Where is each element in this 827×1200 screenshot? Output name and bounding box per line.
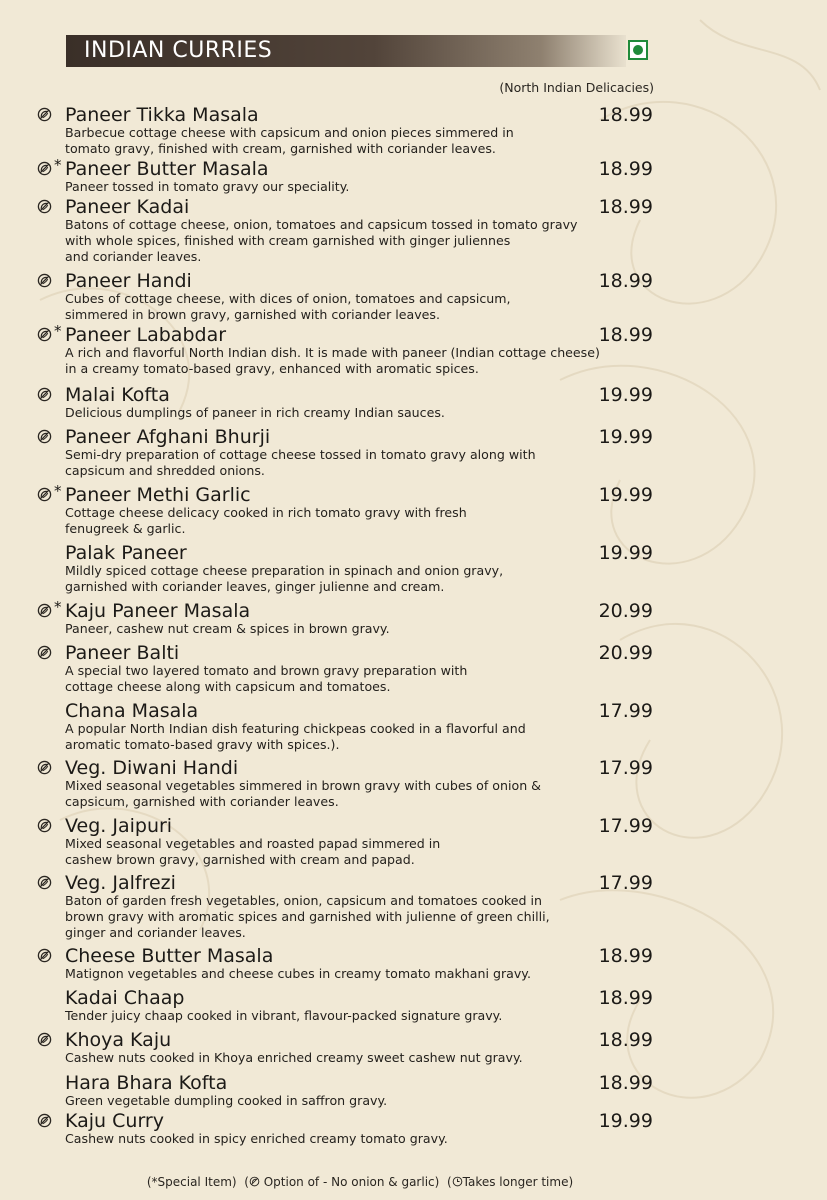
- description-line: A special two layered tomato and brown gravy preparation with: [65, 663, 468, 678]
- menu-item-description: [65, 217, 655, 265]
- description-line: A popular North Indian dish featuring chickpeas cooked in a flavorful and: [65, 721, 526, 736]
- description-line: A rich and flavorful North Indian dish. It is made with paneer (Indian cottage cheese): [65, 345, 600, 360]
- no-onion-garlic-icon: [37, 107, 52, 122]
- menu-item-name: Khoya Kaju: [65, 1029, 172, 1051]
- description-line: Baton of garden fresh vegetables, onion, capsicum and tomatoes cooked in: [65, 893, 542, 908]
- menu-item-name: Hara Bhara Kofta: [65, 1072, 228, 1094]
- menu-item-price: 17.99: [598, 757, 653, 779]
- description-line: brown gravy with aromatic spices and garnished with julienne of green chilli,: [65, 909, 550, 924]
- description-line: Barbecue cottage cheese with capsicum and onion pieces simmered in: [65, 125, 514, 140]
- menu-item-description: [65, 125, 655, 157]
- menu-item-name: Paneer Lababdar: [65, 324, 227, 346]
- menu-item-description: [65, 966, 655, 982]
- menu-item-price: 18.99: [598, 196, 653, 218]
- menu-item-description: [65, 893, 655, 941]
- menu-item-price: 18.99: [598, 945, 653, 967]
- legend-no-onion: ( Option of - No onion & garlic): [244, 1175, 440, 1189]
- clock-icon: [452, 1176, 463, 1187]
- menu-item-price: 18.99: [598, 987, 653, 1009]
- no-onion-garlic-icon: [37, 1113, 52, 1128]
- no-onion-garlic-icon: [37, 603, 52, 618]
- description-line: Mixed seasonal vegetables and roasted papad simmered in: [65, 836, 441, 851]
- description-line: Matignon vegetables and cheese cubes in creamy tomato makhani gravy.: [65, 966, 531, 981]
- menu-item-description: [65, 505, 655, 537]
- menu-item-price: 17.99: [598, 872, 653, 894]
- menu-item-price: 17.99: [598, 815, 653, 837]
- menu-item-description: [65, 1008, 655, 1024]
- menu-item-price: 20.99: [598, 600, 653, 622]
- menu-item-price: 18.99: [598, 324, 653, 346]
- description-line: capsicum and shredded onions.: [65, 463, 265, 478]
- legend-special: (*Special Item): [146, 1175, 237, 1189]
- no-onion-garlic-icon: [37, 818, 52, 833]
- menu-item-name: Kadai Chaap: [65, 987, 185, 1009]
- no-onion-garlic-icon: [37, 327, 52, 342]
- description-line: Batons of cottage cheese, onion, tomatoes and capsicum tossed in tomato gravy: [65, 217, 578, 232]
- menu-item-price: 19.99: [598, 426, 653, 448]
- menu-item-name: Veg. Jaipuri: [65, 815, 173, 837]
- menu-item-price: 18.99: [598, 1029, 653, 1051]
- description-line: Tender juicy chaap cooked in vibrant, flavour-packed signature gravy.: [65, 1008, 503, 1023]
- menu-item-description: [65, 1093, 655, 1109]
- menu-item-name: Malai Kofta: [65, 384, 170, 406]
- legend-longer-time: ( Takes longer time): [446, 1175, 574, 1189]
- description-line: tomato gravy, finished with cream, garnished with coriander leaves.: [65, 141, 496, 156]
- description-line: Cubes of cottage cheese, with dices of onion, tomatoes and capsicum,: [65, 291, 511, 306]
- menu-item-name: Paneer Balti: [65, 642, 180, 664]
- menu-item-description: [65, 405, 655, 421]
- description-line: simmered in brown gravy, garnished with coriander leaves.: [65, 307, 440, 322]
- special-star-icon: *: [54, 322, 62, 340]
- description-line: cashew brown gravy, garnished with cream and papad.: [65, 852, 415, 867]
- description-line: Cottage cheese delicacy cooked in rich tomato gravy with fresh: [65, 505, 467, 520]
- no-onion-garlic-icon: [37, 760, 52, 775]
- description-line: garnished with coriander leaves, ginger julienne and cream.: [65, 579, 445, 594]
- menu-item-price: 19.99: [598, 484, 653, 506]
- menu-item-name: Paneer Butter Masala: [65, 158, 269, 180]
- description-line: ginger and coriander leaves.: [65, 925, 246, 940]
- menu-item-description: [65, 1131, 655, 1147]
- menu-item-price: 18.99: [598, 270, 653, 292]
- no-onion-garlic-icon: [37, 387, 52, 402]
- menu-item-description: [65, 447, 655, 479]
- menu-item-name: Paneer Tikka Masala: [65, 104, 259, 126]
- legend-footer: [0, 1175, 720, 1189]
- section-title: INDIAN CURRIES: [84, 38, 273, 63]
- description-line: capsicum, garnished with coriander leaves.: [65, 794, 339, 809]
- no-onion-garlic-icon: [37, 487, 52, 502]
- menu-item-description: [65, 621, 655, 637]
- menu-item-description: [65, 663, 655, 695]
- description-line: Cashew nuts cooked in spicy enriched creamy tomato gravy.: [65, 1131, 448, 1146]
- menu-item-description: [65, 563, 655, 595]
- description-line: Delicious dumplings of paneer in rich creamy Indian sauces.: [65, 405, 445, 420]
- description-line: Mildly spiced cottage cheese preparation in spinach and onion gravy,: [65, 563, 504, 578]
- special-star-icon: *: [54, 598, 62, 616]
- no-onion-garlic-icon: [37, 429, 52, 444]
- menu-item-description: [65, 778, 655, 810]
- menu-item-name: Paneer Afghani Bhurji: [65, 426, 271, 448]
- no-onion-garlic-icon: [37, 1032, 52, 1047]
- description-line: Paneer tossed in tomato gravy our speciality.: [65, 179, 350, 194]
- menu-item-description: [65, 836, 655, 868]
- no-onion-garlic-icon: [37, 875, 52, 890]
- special-star-icon: *: [54, 482, 62, 500]
- no-onion-garlic-icon: [37, 645, 52, 660]
- menu-item-name: Veg. Jalfrezi: [65, 872, 176, 894]
- menu-item-name: Cheese Butter Masala: [65, 945, 274, 967]
- section-subtitle: (North Indian Delicacies): [499, 80, 654, 95]
- menu-item-name: Chana Masala: [65, 700, 199, 722]
- menu-item-description: [65, 1050, 655, 1066]
- menu-item-description: [65, 721, 655, 753]
- description-line: Mixed seasonal vegetables simmered in brown gravy with cubes of onion &: [65, 778, 542, 793]
- description-line: with whole spices, finished with cream garnished with ginger juliennes: [65, 233, 511, 248]
- menu-item-price: 17.99: [598, 700, 653, 722]
- no-onion-garlic-icon: [249, 1176, 260, 1187]
- menu-item-description: [65, 179, 655, 195]
- menu-item-price: 19.99: [598, 384, 653, 406]
- description-line: in a creamy tomato-based gravy, enhanced with aromatic spices.: [65, 361, 479, 376]
- menu-item-price: 18.99: [598, 1072, 653, 1094]
- menu-item-price: 20.99: [598, 642, 653, 664]
- description-line: Cashew nuts cooked in Khoya enriched creamy sweet cashew nut gravy.: [65, 1050, 523, 1065]
- description-line: and coriander leaves.: [65, 249, 202, 264]
- menu-item-name: Kaju Curry: [65, 1110, 164, 1132]
- description-line: aromatic tomato-based gravy with spices.).: [65, 737, 340, 752]
- description-line: cottage cheese along with capsicum and tomatoes.: [65, 679, 391, 694]
- menu-item-name: Veg. Diwani Handi: [65, 757, 239, 779]
- no-onion-garlic-icon: [37, 161, 52, 176]
- menu-item-description: [65, 345, 655, 377]
- description-line: Paneer, cashew nut cream & spices in brown gravy.: [65, 621, 390, 636]
- menu-item-name: Kaju Paneer Masala: [65, 600, 251, 622]
- menu-item-price: 18.99: [598, 158, 653, 180]
- description-line: fenugreek & garlic.: [65, 521, 186, 536]
- menu-item-name: Paneer Kadai: [65, 196, 190, 218]
- menu-item-price: 19.99: [598, 1110, 653, 1132]
- menu-item-price: 19.99: [598, 542, 653, 564]
- veg-indicator-icon: [628, 40, 648, 60]
- menu-item-name: Palak Paneer: [65, 542, 187, 564]
- description-line: Green vegetable dumpling cooked in saffron gravy.: [65, 1093, 388, 1108]
- special-star-icon: *: [54, 156, 62, 174]
- menu-item-price: 18.99: [598, 104, 653, 126]
- menu-item-name: Paneer Handi: [65, 270, 192, 292]
- no-onion-garlic-icon: [37, 273, 52, 288]
- no-onion-garlic-icon: [37, 948, 52, 963]
- description-line: Semi-dry preparation of cottage cheese tossed in tomato gravy along with: [65, 447, 536, 462]
- no-onion-garlic-icon: [37, 199, 52, 214]
- menu-item-name: Paneer Methi Garlic: [65, 484, 251, 506]
- menu-item-description: [65, 291, 655, 323]
